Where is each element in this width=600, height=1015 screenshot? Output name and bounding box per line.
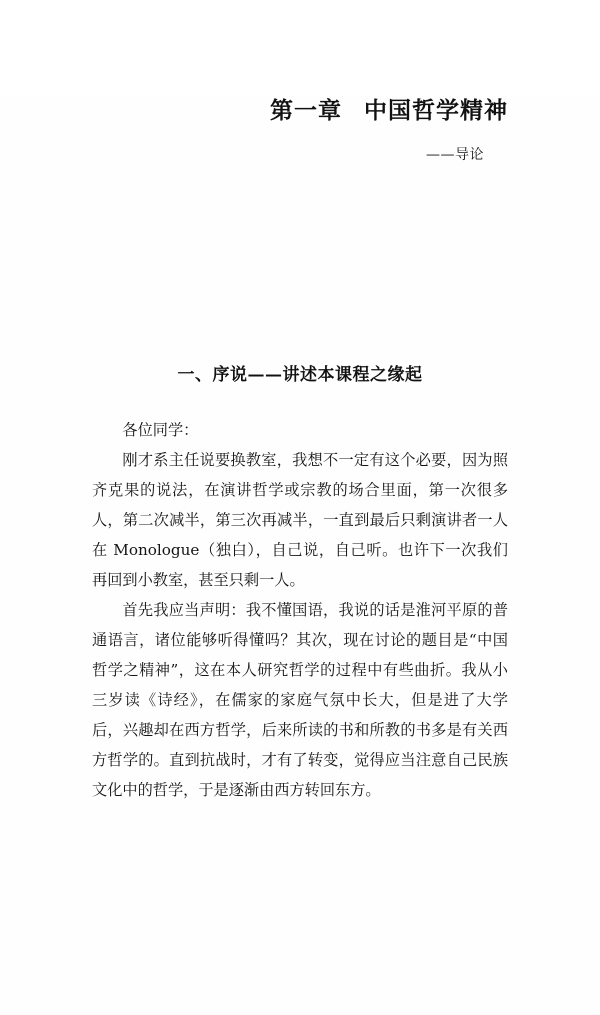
chapter-header (0, 96, 600, 164)
chapter-number: 第一章 (270, 97, 342, 124)
paragraph-3: 首先我应当声明：我不懂国语，我说的话是淮河平原的普通语言，诸位能够听得懂吗？其次，现在讨论的题目是“中国哲学之精神”，这在本人研究哲学的过程中有些曲折。我从小三岁读《诗经》，在儒家的家庭气氛中长大，但是进了大学后，兴趣却在西方哲学，后来所读的书和所教的书多是有关西方哲学的。直到抗战时，才有了转变，觉得应当注意自己民族文化中的哲学，于是逐渐由西方转回东方。 (92, 600, 508, 799)
paragraph-2: 刚才系主任说要换教室，我想不一定有这个必要，因为照齐克果的说法，在演讲哲学或宗教的场合里面，第一次很多人，第二次减半，第三次再减半，一直到最后只剩演讲者一人在 Monologue（独白），自己说，自己听。也许下一次我们再回到小教室，甚至只剩一人。 (92, 450, 508, 589)
paragraph-1: 各位同学： (122, 420, 199, 439)
chapter-title-line (0, 96, 508, 126)
chapter-title: 中国哲学精神 (364, 97, 508, 124)
section-heading: 一、序说——讲述本课程之缘起 (177, 364, 423, 385)
document-page (0, 96, 600, 1015)
chapter-subtitle: ——导论 (426, 146, 484, 163)
body-text (0, 415, 600, 805)
